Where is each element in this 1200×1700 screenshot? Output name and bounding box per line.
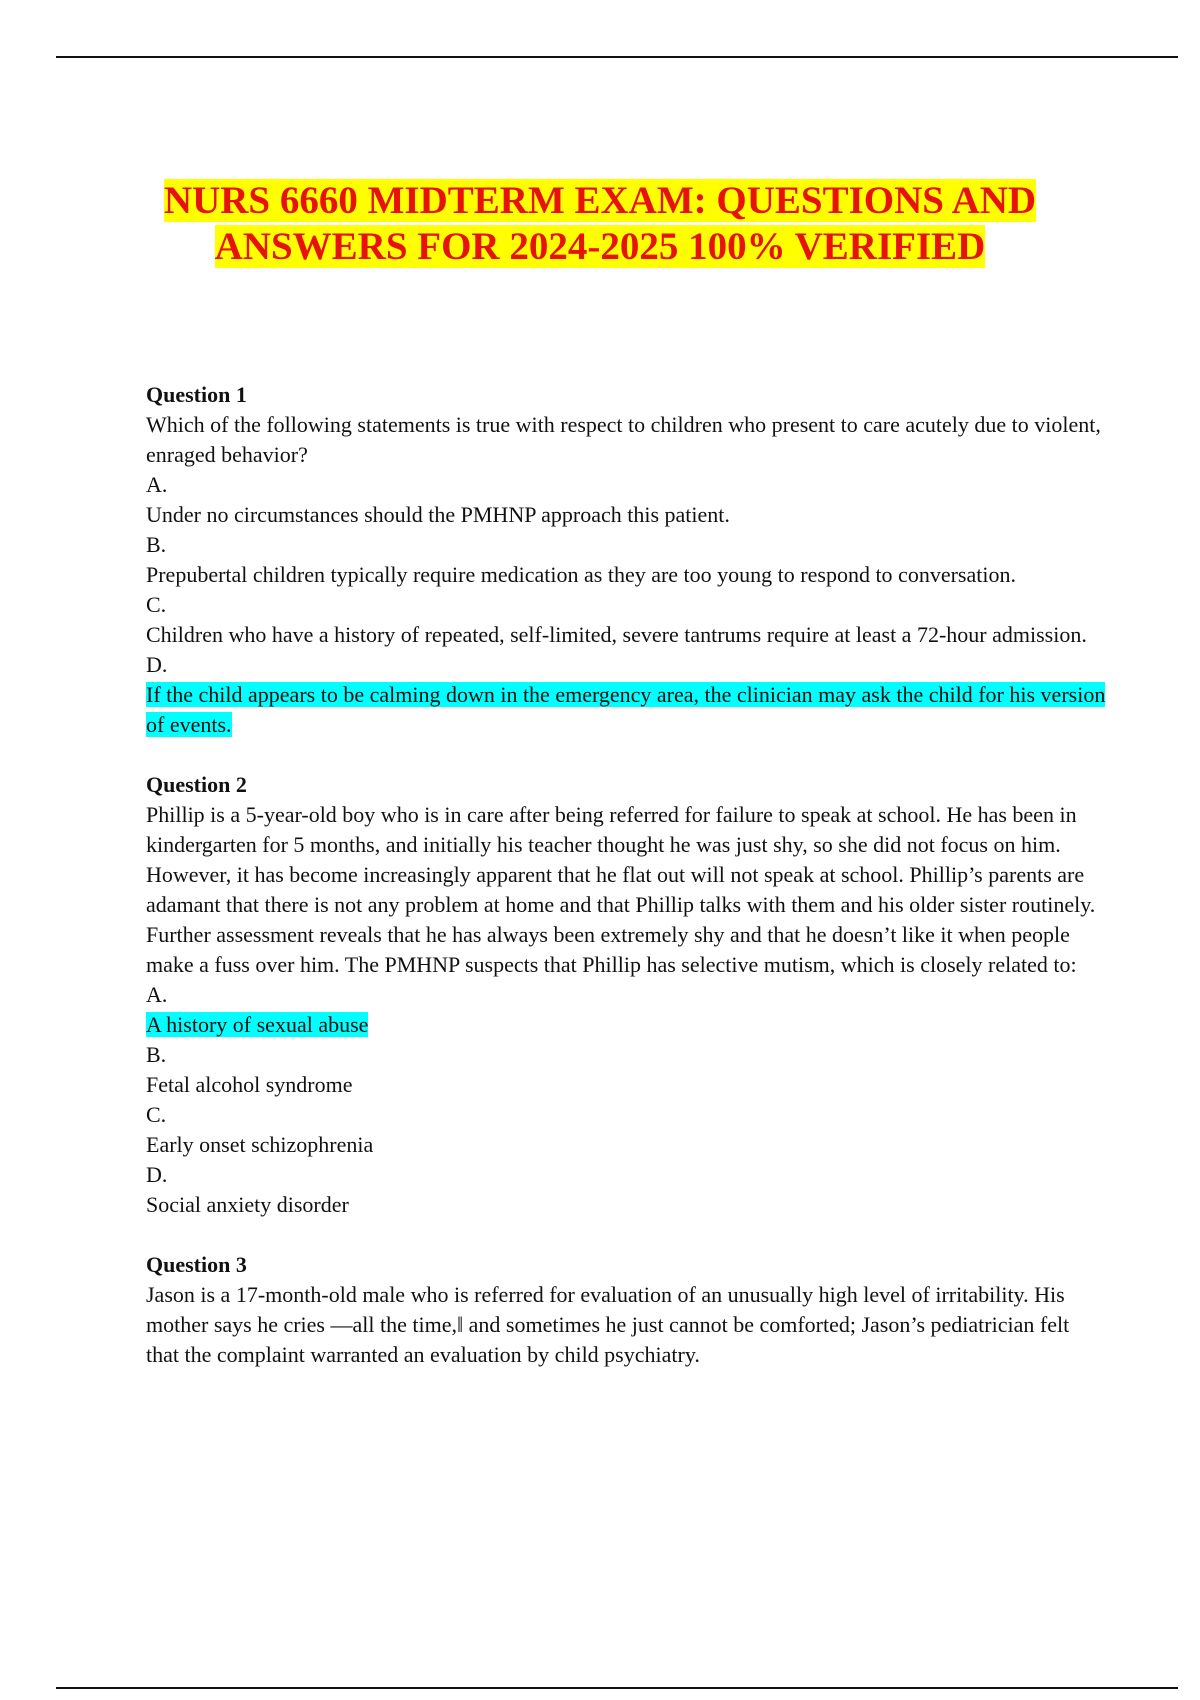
question-heading: Question 1 bbox=[146, 382, 247, 407]
questions-container bbox=[146, 380, 1106, 1400]
document-title-text: NURS 6660 MIDTERM EXAM: QUESTIONS AND ANSWERS FOR 2024-2025 100% VERIFIED bbox=[163, 179, 1037, 268]
option-text: Prepubertal children typically require medication as they are too young to respond to conversation. bbox=[146, 562, 1016, 587]
question-stem: Which of the following statements is true with respect to children who present to care acutely due to violent, enraged behavior? bbox=[146, 412, 1101, 467]
question-heading: Question 3 bbox=[146, 1252, 247, 1277]
question-1 bbox=[146, 380, 1106, 740]
question-2 bbox=[146, 770, 1106, 1220]
option-letter: D. bbox=[146, 652, 168, 677]
bottom-rule bbox=[56, 1687, 1178, 1689]
option-letter: B. bbox=[146, 532, 167, 557]
option-letter: A. bbox=[146, 472, 168, 497]
option-text: Early onset schizophrenia bbox=[146, 1132, 374, 1157]
question-stem: Phillip is a 5-year-old boy who is in care after being referred for failure to speak at school. He has been in kindergarten for 5 months, and initially his teacher thought he was just shy, so she did not focus on him. However, it has become increasingly apparent that he flat out will not speak at school. Phillip’s parents are adamant that there is not any problem at home and that Phillip talks with them and his older sister routinely. Further assessment reveals that he has always been extremely shy and that he doesn’t like it when people make a fuss over him. The PMHNP suspects that Phillip has selective mutism, which is closely related to: bbox=[146, 802, 1096, 977]
question-stem: Jason is a 17-month-old male who is referred for evaluation of an unusually high level of irritability. His mother says he cries ―all the time,‖ and sometimes he just cannot be comforted; Jason’s pediatrician felt that the complaint warranted an evaluation by child psychiatry. bbox=[146, 1282, 1070, 1367]
question-heading: Question 2 bbox=[146, 772, 247, 797]
option-text-correct bbox=[146, 680, 1106, 740]
option-letter: A. bbox=[146, 982, 168, 1007]
option-letter: C. bbox=[146, 592, 167, 617]
answer-highlight: If the child appears to be calming down in the emergency area, the clinician may ask the child for his version of events. bbox=[146, 682, 1106, 737]
option-text: Social anxiety disorder bbox=[146, 1192, 349, 1217]
document-title bbox=[120, 178, 1080, 270]
top-rule bbox=[56, 56, 1178, 58]
option-text-correct bbox=[146, 1010, 1106, 1040]
option-text: Children who have a history of repeated, self-limited, severe tantrums require at least a 72-hour admission. bbox=[146, 622, 1087, 647]
option-text: Fetal alcohol syndrome bbox=[146, 1072, 353, 1097]
option-text: Under no circumstances should the PMHNP approach this patient. bbox=[146, 502, 730, 527]
option-letter: D. bbox=[146, 1162, 168, 1187]
option-letter: B. bbox=[146, 1042, 167, 1067]
question-3 bbox=[146, 1250, 1106, 1370]
option-letter: C. bbox=[146, 1102, 167, 1127]
answer-highlight: A history of sexual abuse bbox=[146, 1012, 369, 1037]
